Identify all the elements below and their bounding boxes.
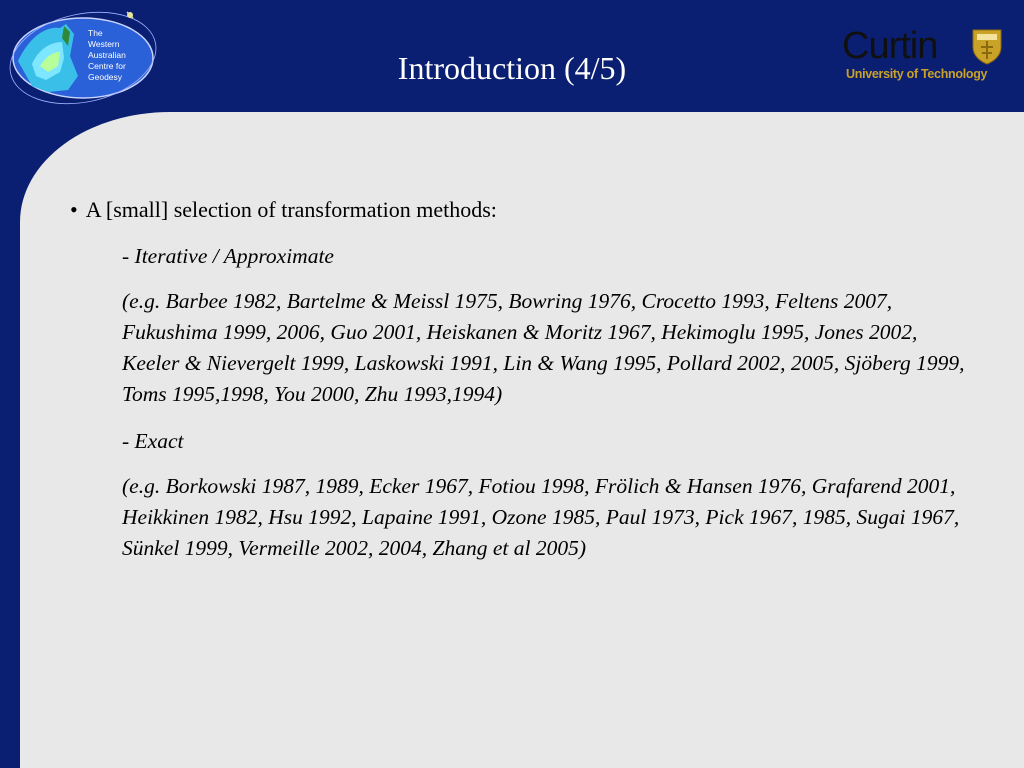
- slide-body: [70, 195, 970, 564]
- wacg-line-4: Centre for: [88, 61, 126, 71]
- crest-icon: [972, 29, 1002, 65]
- group-heading-exact: - Exact: [122, 429, 184, 453]
- wacg-logo: [8, 6, 158, 106]
- group-heading-iterative: - Iterative / Approximate: [122, 244, 334, 268]
- wacg-line-2: Western: [88, 39, 120, 49]
- bullet-item: [70, 195, 970, 225]
- curtin-subtitle: University of Technology: [846, 67, 988, 81]
- curtin-logo: [842, 26, 1007, 86]
- slide-title: Introduction (4/5): [397, 50, 627, 86]
- curtin-wordmark: Curtin: [842, 25, 938, 67]
- bullet-marker: •: [70, 197, 78, 222]
- wacg-line-1: The: [88, 28, 103, 38]
- group-refs-iterative: (e.g. Barbee 1982, Bartelme & Meissl 1975, Bowring 1976, Crocetto 1993, Feltens 2007, Fukushima 1999, 2006, Guo 2001, Heiskanen & Moritz 1967, Hekimoglu 1995, Jones 2002, Keeler & Nievergelt 1999, Laskowski 1991, Lin & Wang 1995, Pollard 2002, 2005, Sjöberg 1999, Toms 1995,1998, You 2000, Zhu 1993,1994): [122, 289, 965, 406]
- bullet-text: A [small] selection of transformation methods:: [85, 197, 497, 222]
- wacg-line-5: Geodesy: [88, 72, 123, 82]
- group-refs-exact: (e.g. Borkowski 1987, 1989, Ecker 1967, Fotiou 1998, Frölich & Hansen 1976, Grafarend 2001, Heikkinen 1982, Hsu 1992, Lapaine 1991, Ozone 1985, Paul 1973, Pick 1967, 1985, Sugai 1967, Sünkel 1999, Vermeille 2002, 2004, Zhang et al 2005): [122, 474, 960, 560]
- wacg-line-3: Australian: [88, 50, 126, 60]
